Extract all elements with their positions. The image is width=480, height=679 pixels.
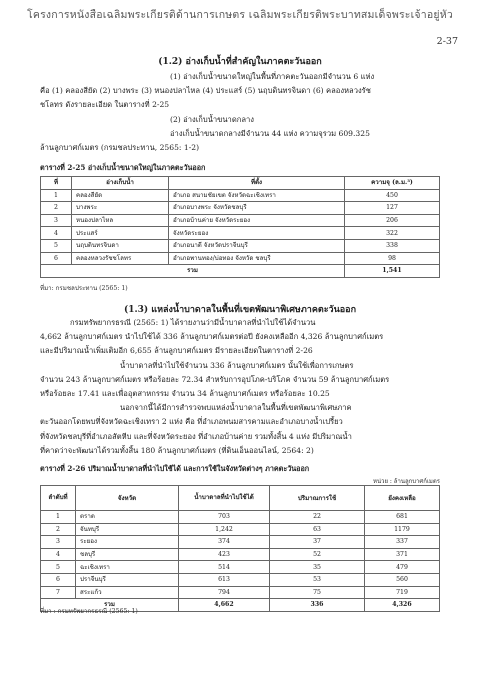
table-cell: สระแก้ว: [76, 586, 179, 599]
table-cell: 5: [41, 561, 76, 574]
text-line: นอกจากนี้ได้มีการสำรวจพบแหล่งน้ำบาดาลในพื้นที่เขตพัฒนาพิเศษภาค: [120, 403, 352, 413]
column-header: อ่างเก็บน้ำ: [72, 177, 169, 190]
table-caption: ตารางที่ 2-25 อ่างเก็บน้ำขนาดใหญ่ในภาคตะวันออก: [40, 163, 206, 172]
text-line: 4,662 ล้านลูกบาศก์เมตร นำไปใช้ได้ 336 ล้านลูกบาศก์เมตรต่อปี ยังคงเหลืออีก 4,326 ล้านลูกบาศก์เมตร: [40, 332, 384, 342]
text-line: (1) อ่างเก็บน้ำขนาดใหญ่ในพื้นที่ภาคตะวันออกมีจำนวน 6 แห่ง: [170, 72, 375, 81]
text-line: หรือร้อยละ 17.41 และเพื่ออุตสาหกรรม จำนวน 34 ล้านลูกบาศก์เมตร หรือร้อยละ 10.25: [40, 389, 330, 399]
text-line: (2) อ่างเก็บน้ำขนาดกลาง: [170, 114, 254, 124]
table-cell: 2: [41, 523, 76, 536]
text-line: ล้านลูกบาศก์เมตร (กรมชลประทาน, 2565: 1-2): [40, 143, 200, 153]
section-title-groundwater: (1.3) แหล่งน้ำบาดาลในพื้นที่เขตพัฒนาพิเศษภาคตะวันออก: [123, 305, 357, 315]
table-row: [41, 239, 440, 252]
column-header: ที่ตั้ง: [169, 177, 345, 190]
text-line: ที่คาดว่าจะพัฒนาได้รวมทั้งสิ้น 180 ล้านลูกบาศก์เมตร (ที่ดินเอ็นออนไลน์, 2564: 2): [40, 445, 314, 455]
table-row: [41, 573, 440, 586]
table-cell: 423: [179, 548, 270, 561]
table-cell: ระยอง: [76, 536, 179, 549]
table-cell: 75: [270, 586, 365, 599]
table-cell: 127: [345, 202, 440, 215]
table-cell: อำเภอพานทอง/บ่อทอง จังหวัด ชลบุรี: [169, 252, 345, 265]
text-line: น้ำบาดาลที่นำไปใช้จำนวน 336 ล้านลูกบาศก์เมตร นั้นใช้เพื่อการเกษตร: [120, 360, 354, 370]
table-cell: จันทบุรี: [76, 523, 179, 536]
table-source: ที่มา : กรมทรัพยากรธรณี (2565: 1): [40, 608, 138, 615]
text-line: ตะวันออกโดยพบที่จังหวัดฉะเชิงเทรา 2 แห่ง คือ ที่อำเภอพนมสารคามและอำเภอบางน้ำเปรี้ยว: [40, 417, 343, 427]
table-cell: 1179: [365, 523, 440, 536]
table-row: [41, 227, 440, 240]
reservoir-table: [40, 176, 440, 278]
table-cell: 98: [345, 252, 440, 265]
table-cell: 2: [41, 202, 72, 215]
table-cell: 1,242: [179, 523, 270, 536]
column-header: ยังคงเหลือ: [365, 486, 440, 511]
table-cell: 5: [41, 239, 72, 252]
table-cell: 3: [41, 214, 72, 227]
table-cell: คลองสียัด: [72, 189, 169, 202]
page-number: 2-37: [436, 36, 458, 47]
total-label: รวม: [41, 265, 345, 278]
table-cell: 338: [345, 239, 440, 252]
unit-note: หน่วย : ล้านลูกบาศก์เมตร: [373, 478, 440, 485]
table-cell: จังหวัดระยอง: [169, 227, 345, 240]
table-row: [41, 511, 440, 524]
table-cell: 1: [41, 189, 72, 202]
table-cell: 719: [365, 586, 440, 599]
table-source: ที่มา: กรมชลประทาน (2565: 1): [40, 285, 128, 292]
groundwater-table: [40, 485, 440, 612]
total-value: 336: [270, 599, 365, 612]
table-cell: อำเภอบ้านค่าย จังหวัดระยอง: [169, 214, 345, 227]
table-row: [41, 252, 440, 265]
total-value: 4,662: [179, 599, 270, 612]
total-value: 4,326: [365, 599, 440, 612]
table-cell: 37: [270, 536, 365, 549]
table-cell: อำเภอนาดี จังหวัดปราจีนบุรี: [169, 239, 345, 252]
section-title-reservoirs: (1.2) อ่างเก็บน้ำที่สำคัญในภาคตะวันออก: [158, 57, 322, 67]
text-line: และมีปริมาณน้ำเพิ่มเติมอีก 6,655 ล้านลูกบาศก์เมตร มีรายละเอียดในตารางที่ 2-26: [40, 346, 313, 356]
table-cell: นฤบดินทรจินดา: [72, 239, 169, 252]
text-line: คือ (1) คลองสียัด (2) บางพระ (3) หนองปลาไหล (4) ประแสร์ (5) นฤบดินทรจินดา (6) คลองหลวงรัช: [40, 86, 371, 96]
table-cell: บางพระ: [72, 202, 169, 215]
table-cell: 4: [41, 227, 72, 240]
table-cell: ฉะเชิงเทรา: [76, 561, 179, 574]
table-cell: 22: [270, 511, 365, 524]
table-row: [41, 189, 440, 202]
table-cell: 52: [270, 548, 365, 561]
table-row: [41, 586, 440, 599]
table-cell: 1: [41, 511, 76, 524]
table-cell: 703: [179, 511, 270, 524]
table-cell: 35: [270, 561, 365, 574]
table-cell: 613: [179, 573, 270, 586]
column-header: ปริมาณการใช้: [270, 486, 365, 511]
column-header: ลำดับที่: [41, 486, 76, 511]
table-row: [41, 548, 440, 561]
table-cell: 450: [345, 189, 440, 202]
table-row: [41, 202, 440, 215]
table-cell: ชลบุรี: [76, 548, 179, 561]
text-line: ที่จังหวัดชลบุรีที่อำเภอสัตหีบ และที่จังหวัดระยอง ที่อำเภอบ้านค่าย รวมทั้งสิ้น 4 แห่ง มีปริมาณน้ำ: [40, 431, 352, 441]
column-header: ที่: [41, 177, 72, 190]
total-label: รวม: [41, 599, 179, 612]
total-value: 1,541: [345, 265, 440, 278]
text-line: อ่างเก็บน้ำขนาดกลางมีจำนวน 44 แห่ง ความจุรวม 609.325: [170, 128, 370, 138]
table-row: [41, 214, 440, 227]
text-line: กรมทรัพยากรธรณี (2565: 1) ได้รายงานว่ามีน้ำบาดาลที่นำไปใช้ได้จำนวน: [70, 318, 316, 327]
table-row: [41, 536, 440, 549]
table-cell: 681: [365, 511, 440, 524]
table-cell: 206: [345, 214, 440, 227]
table-caption: ตารางที่ 2-26 ปริมาณน้ำบาดาลที่นำไปใช้ได้ และการใช้ในจังหวัดต่างๆ ภาคตะวันออก: [40, 464, 310, 473]
groundwater-paragraph: [40, 316, 440, 458]
table-cell: คลองหลวงรัชชโลทร: [72, 252, 169, 265]
reservoirs-paragraph: [40, 70, 440, 155]
table-cell: 322: [345, 227, 440, 240]
table-cell: 4: [41, 548, 76, 561]
table-cell: 3: [41, 536, 76, 549]
text-line: จำนวน 243 ล้านลูกบาศก์เมตร หรือร้อยละ 72.34 สำหรับการอุปโภค-บริโภค จำนวน 59 ล้านลูกบาศก์เมตร: [40, 374, 390, 384]
table-cell: 6: [41, 252, 72, 265]
table-cell: 7: [41, 586, 76, 599]
table-cell: อำเภอ สนามชัยเขต จังหวัดฉะเชิงเทรา: [169, 189, 345, 202]
table-total-row: [41, 265, 440, 278]
table-cell: 479: [365, 561, 440, 574]
table-cell: ตราด: [76, 511, 179, 524]
table-cell: 794: [179, 586, 270, 599]
table-cell: 560: [365, 573, 440, 586]
running-header: โครงการหนังสือเฉลิมพระเกียรติด้านการเกษตร เฉลิมพระเกียรติพระบาทสมเด็จพระเจ้าอยู่หัว: [27, 9, 453, 21]
table-cell: 337: [365, 536, 440, 549]
table-row: [41, 561, 440, 574]
table-cell: 374: [179, 536, 270, 549]
table-cell: อำเภอบางพระ จังหวัดชลบุรี: [169, 202, 345, 215]
text-line: ชโลทร ดังรายละเอียด ในตารางที่ 2-25: [40, 100, 170, 110]
table-cell: ปราจีนบุรี: [76, 573, 179, 586]
table-cell: หนองปลาไหล: [72, 214, 169, 227]
column-header: น้ำบาดาลที่นำไปใช้ได้: [179, 486, 270, 511]
table-cell: 514: [179, 561, 270, 574]
column-header: ความจุ (ล.ม.³): [345, 177, 440, 190]
table-row: [41, 523, 440, 536]
table-cell: 371: [365, 548, 440, 561]
column-header: จังหวัด: [76, 486, 179, 511]
table-cell: 6: [41, 573, 76, 586]
table-cell: 53: [270, 573, 365, 586]
table-cell: 63: [270, 523, 365, 536]
table-cell: ประแสร์: [72, 227, 169, 240]
